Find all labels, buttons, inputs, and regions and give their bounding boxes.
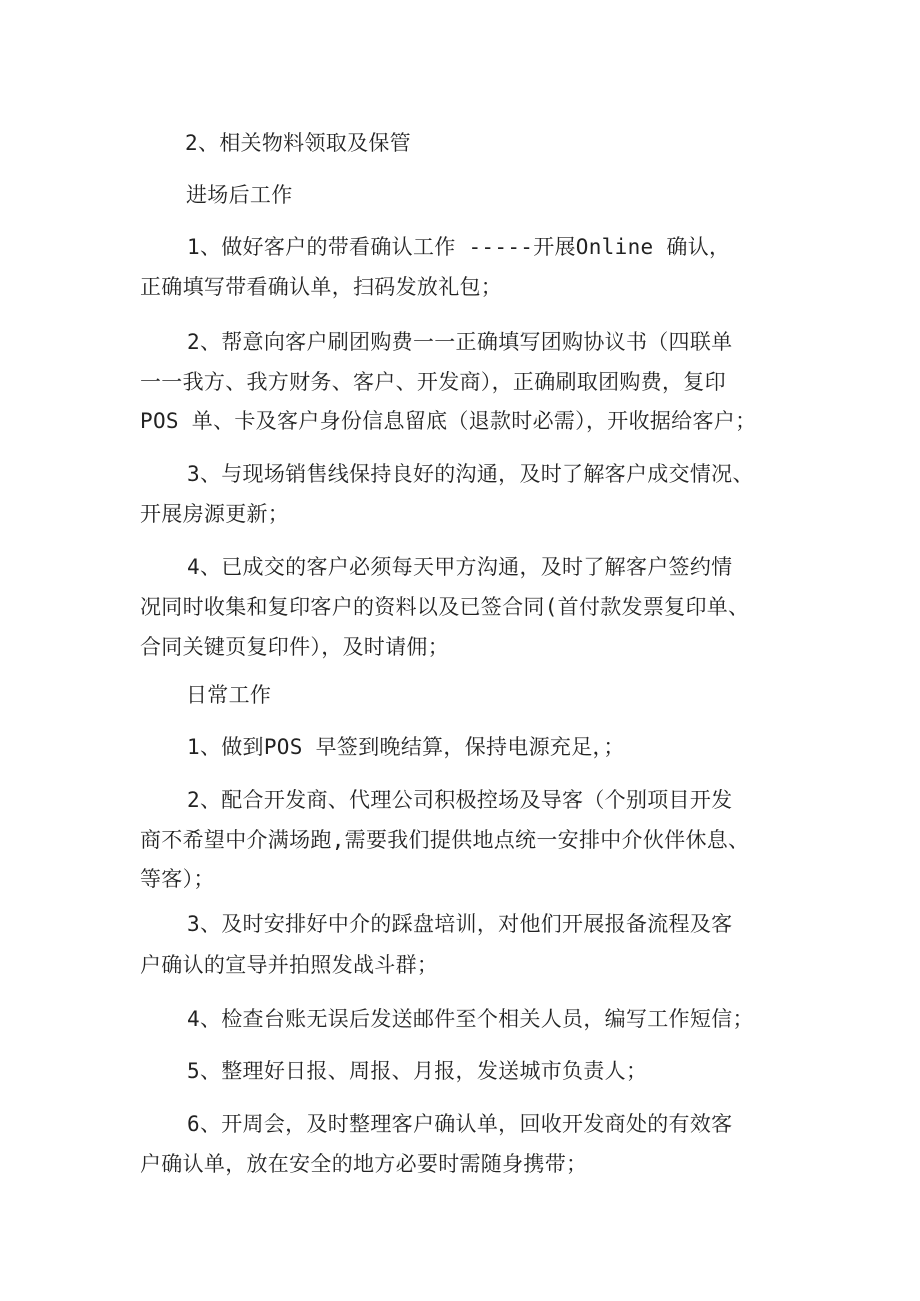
text-line-2: 正确填写带看确认单，扫码发放礼包；: [140, 275, 503, 299]
text-line-8: 4、已成交的客户必须每天甲方沟通，及时了解客户签约情: [187, 555, 733, 579]
text-line-17: 4、检查台账无误后发送邮件至个相关人员，编写工作短信；: [187, 1007, 754, 1031]
text-line-19: 6、开周会，及时整理客户确认单，回收开发商处的有效客: [187, 1112, 733, 1136]
text-line-11: 1、做到POS 早签到晚结算，保持电源充足，；: [187, 735, 625, 759]
text-line-12: 2、配合开发商、代理公司积极控场及导客（个别项目开发: [187, 788, 733, 812]
heading-materials: 2、相关物料领取及保管: [185, 131, 411, 155]
text-line-20: 户确认单，放在安全的地方必要时需随身携带；: [140, 1152, 588, 1176]
text-line-5: POS 单、卡及客户身份信息留底（退款时必需），开收据给客户；: [140, 409, 757, 433]
text-line-13: 商不希望中介满场跑,需要我们提供地点统一安排中介伙伴休息、: [140, 828, 750, 852]
text-line-18: 5、整理好日报、周报、月报，发送城市负责人；: [187, 1059, 648, 1083]
text-line-9: 况同时收集和复印客户的资料以及已签合同(首付款发票复印单、: [140, 595, 750, 619]
text-line-14: 等客）；: [140, 867, 215, 891]
text-line-6: 3、与现场销售线保持良好的沟通，及时了解客户成交情况、: [187, 462, 754, 486]
section-title-daily-work: 日常工作: [186, 683, 272, 707]
text-line-15: 3、及时安排好中介的踩盘培训，对他们开展报备流程及客: [187, 912, 733, 936]
text-line-7: 开展房源更新；: [140, 502, 290, 526]
text-line-10: 合同关键页复印件），及时请佣；: [140, 635, 449, 659]
text-line-3: 2、帮意向客户刷团购费一一正确填写团购协议书（四联单: [187, 330, 733, 354]
text-line-16: 户确认的宣导并拍照发战斗群；: [140, 953, 439, 977]
text-line-1: 1、做好客户的带看确认工作 -----开展Online 确认，: [187, 235, 731, 259]
section-title-after-entry: 进场后工作: [186, 183, 293, 207]
text-line-4: 一一我方、我方财务、客户、开发商），正确刷取团购费，复印: [140, 370, 726, 394]
